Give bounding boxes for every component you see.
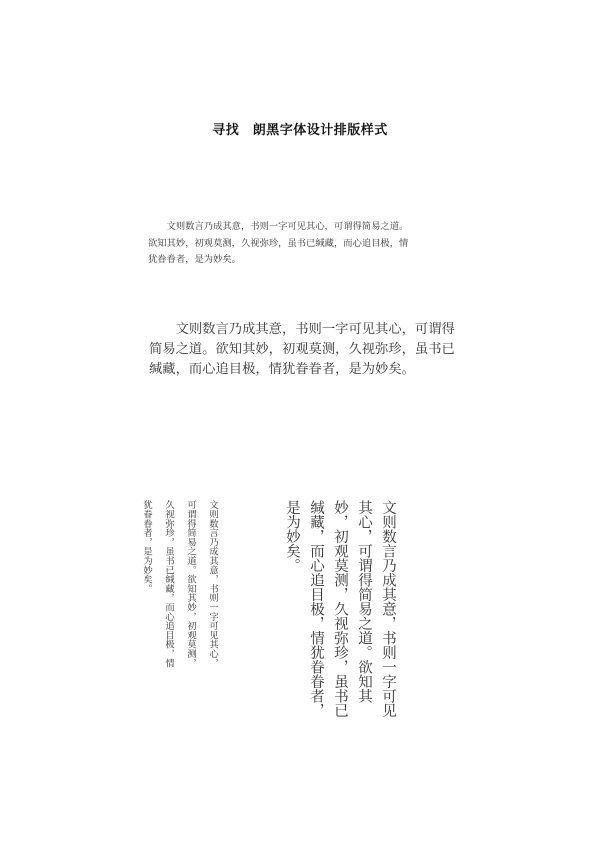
vertical-sample-small: 文则数言乃成其意，书则一字可见其心，可谓得简易之道。欲知其妙，初观莫测，久视弥珍，虽书已缄藏，而心追目极，情犹眷眷者，是为妙矣。	[141, 500, 218, 668]
vertical-sample-large: 文则数言乃成其意，书则一字可见其心，可谓得简易之道。欲知其妙，初观莫测，久视弥珍，虽书已缄藏，而心追目极，情犹眷眷者，是为妙矣。	[284, 500, 396, 718]
page-title: 寻找 朗黑字体设计排版样式	[212, 123, 388, 138]
horizontal-sample-small: 文则数言乃成其意，书则一字可见其心，可谓得简易之道。欲知其妙，初观莫测，久视弥珍，虽书已缄藏，而心追目极，情犹眷眷者，是为妙矣。	[148, 221, 409, 265]
horizontal-sample-large: 文则数言乃成其意，书则一字可见其心，可谓得简易之道。欲知其妙，初观莫测，久视弥珍，虽书已缄藏，而心追目极，情犹眷眷者，是为妙矣。	[149, 322, 455, 377]
